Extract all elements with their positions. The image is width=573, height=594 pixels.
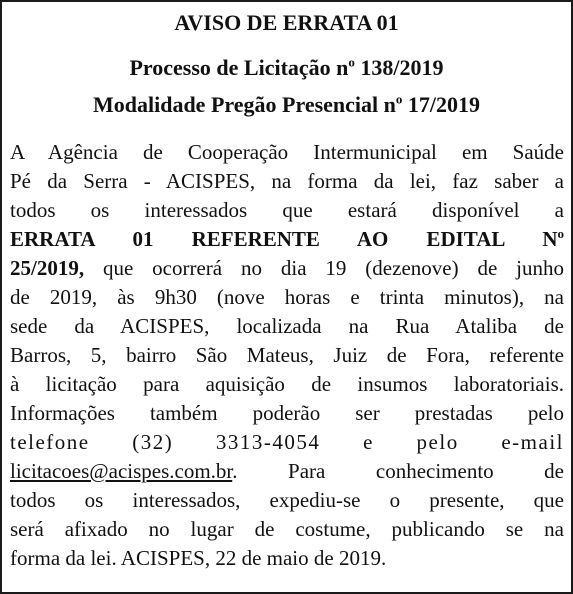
edital-number: 25/2019,: [10, 256, 85, 280]
body-line-7: sede da ACISPES, localizada na Rua Ataliba de: [10, 314, 564, 338]
process-number: 138/2019: [354, 55, 444, 80]
body-line-9: à licitação para aquisição de insumos laboratoriais.: [10, 372, 564, 396]
body-line-6: de 2019, às 9h30 (nove horas e trinta minutos), na: [10, 285, 564, 309]
notice-title: AVISO DE ERRATA 01: [174, 10, 399, 35]
body-line-15: forma da lei. ACISPES, 22 de maio de 2019.: [10, 546, 387, 570]
body-line-4: [10, 225, 564, 254]
body-line-5: [10, 254, 564, 283]
body-line-12: [10, 457, 564, 486]
body-line-5-rest: que ocorrerá no dia 19 (dezenove) de junho: [84, 256, 564, 280]
body-line-12-rest: . Para conhecimento de: [232, 459, 564, 483]
body-line-13: todos os interessados, expediu-se o presente, que: [10, 488, 564, 512]
body-line-14: será afixado no lugar de costume, publicando se na: [10, 517, 564, 541]
process-label: Processo de Licitação n: [129, 55, 349, 80]
modality-label: Modalidade Pregão Presencial n: [92, 92, 396, 117]
body-line-10: Informações também poderão ser prestadas pelo: [10, 401, 564, 425]
edital-ordinal: o: [557, 226, 564, 241]
errata-reference: ERRATA 01 REFERENTE AO EDITAL N: [10, 227, 558, 251]
body-line-11: telefone (32) 3313-4054 e pelo e-mail: [10, 430, 564, 454]
process-heading: [2, 53, 571, 83]
email-link[interactable]: licitacoes@acispes.com.br: [10, 459, 233, 483]
modality-ordinal: o: [395, 91, 403, 107]
body-line-3: todos os interessados que estará disponível a: [10, 198, 564, 222]
modality-heading: [2, 90, 571, 120]
body-line-2: Pé da Serra - ACISPES, na forma da lei, faz saber a: [10, 169, 564, 193]
body-line-1: A Agência de Cooperação Intermunicipal em Saúde: [10, 140, 564, 164]
body-line-8: Barros, 5, bairro São Mateus, Juiz de Fora, referente: [10, 343, 564, 367]
modality-number: 17/2019: [402, 92, 480, 117]
process-ordinal: o: [348, 54, 355, 70]
notice-body: [10, 138, 564, 573]
